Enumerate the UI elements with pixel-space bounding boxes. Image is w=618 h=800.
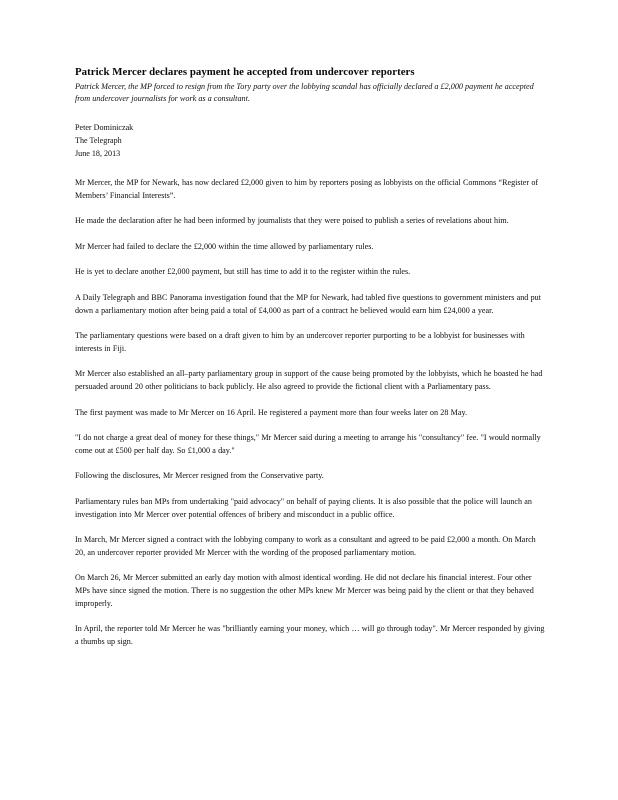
standfirst: Patrick Mercer, the MP forced to resign from the Tory party over the lobbying scandal has officially declared a £2,000 payment he accepted from undercover journalists for work as a consultant. — [75, 81, 534, 103]
article-paragraph: Mr Mercer, the MP for Newark, has now declared £2,000 given to him by reporters posing as lobbyists on the official Commons “Register of Members’ Financial Interests”. — [75, 178, 539, 200]
article-paragraph: In March, Mr Mercer signed a contract with the lobbying company to work as a consultant and agreed to be paid £2,000 a month. On March 20, an undercover reporter provided Mr Mercer with the wording of the proposed parliamentary motion. — [75, 534, 536, 557]
article-paragraph: On March 26, Mr Mercer submitted an early day motion with almost identical wording. He did not declare his financial interest. Four other MPs have since signed the motion. There is no suggestion the other MPs knew Mr Mercer was being paid by the client or that they behaved improperly. — [75, 573, 534, 608]
article-paragraph: Following the disclosures, Mr Mercer resigned from the Conservative party. — [75, 471, 324, 481]
article-paragraph: The first payment was made to Mr Mercer on 16 April. He registered a payment more than four weeks later on 28 May. — [75, 407, 468, 417]
byline-date: June 18, 2013 — [75, 148, 121, 158]
article-paragraph: In April, the reporter told Mr Mercer he was "brilliantly earning your money, which … will go through today". Mr Mercer responded by giving a thumbs up sign. — [75, 624, 545, 647]
article-paragraph: He is yet to declare another £2,000 payment, but still has time to add it to the register within the rules. — [75, 267, 411, 277]
article-paragraph: Mr Mercer had failed to declare the £2,000 within the time allowed by parliamentary rules. — [75, 241, 374, 251]
article-body — [75, 177, 545, 649]
byline — [75, 122, 545, 160]
article-paragraph: Parliamentary rules ban MPs from undertaking "paid advocacy" on behalf of paying clients. It is also possible that the police will launch an investigation into Mr Mercer over potential offences of bribery and misconduct in a public office. — [75, 496, 532, 519]
byline-publication: The Telegraph — [75, 135, 122, 145]
article-paragraph: "I do not charge a great deal of money for these things," Mr Mercer said during a meeting to arrange his "consultancy" fee. "I would normally come out at £500 per half day. So £1,000 a day." — [75, 432, 541, 455]
article-paragraph: He made the declaration after he had been informed by journalists that they were poised to publish a series of revelations about him. — [75, 216, 509, 226]
article-paragraph: The parliamentary questions were based on a draft given to him by an undercover reporter purporting to be a lobbyist for businesses with interests in Fiji. — [75, 330, 525, 353]
page-title: Patrick Mercer declares payment he accepted from undercover reporters — [75, 66, 415, 78]
article-paragraph: A Daily Telegraph and BBC Panorama investigation found that the MP for Newark, had tabled five questions to government ministers and put down a parliamentary motion after being paid a total of £4,000 as part of a contract he believed would earn him £24,000 a year. — [75, 292, 541, 315]
byline-author: Peter Dominiczak — [75, 123, 134, 133]
article-paragraph: Mr Mercer also established an all–party parliamentary group in support of the cause being promoted by the lobbyists, which he boasted he had persuaded around 20 other politicians to back publicly. He also agreed to provide the fictional client with a Parliamentary pass. — [75, 369, 543, 392]
